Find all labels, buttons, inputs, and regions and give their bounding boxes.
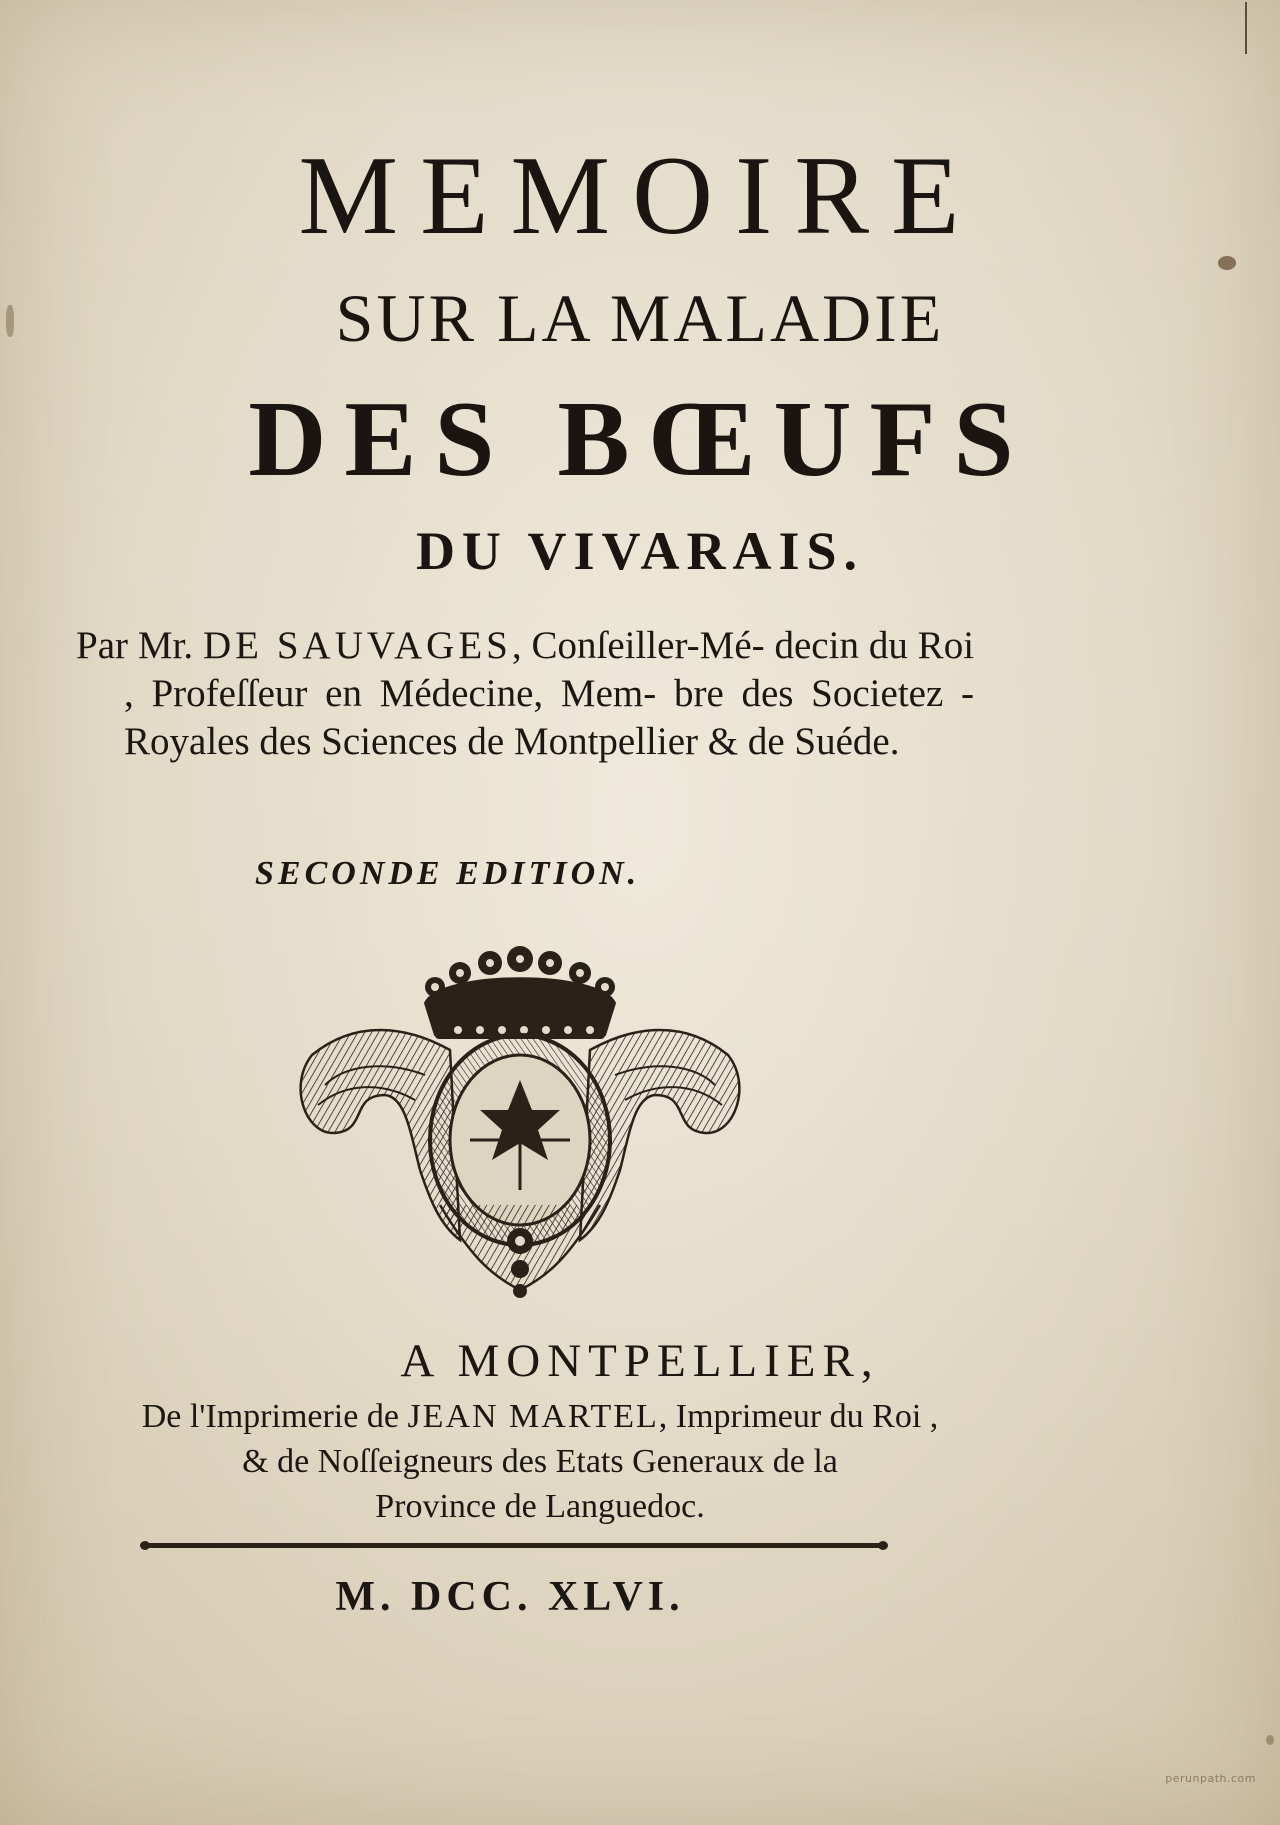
title-main: MEMOIRE — [298, 134, 982, 258]
paper-spot — [6, 305, 14, 337]
author-title-line-4: Montpellier & de Suéde. — [513, 720, 900, 763]
imprint-line-3: Province de Languedoc. — [375, 1488, 705, 1525]
paper-spot — [1266, 1735, 1274, 1745]
title-subtitle: SUR LA MALADIE — [335, 280, 945, 356]
author-title-line-3: bre des Societez - Royales des Sciences de — [124, 672, 974, 763]
author-prefix: Par Mr. — [76, 624, 194, 667]
publication-year: M. DCC. XLVI. — [335, 1574, 685, 1620]
imprint-place: A MONTPELLIER, — [400, 1335, 880, 1387]
title-block — [70, 134, 1210, 581]
imprint-text — [70, 1394, 1010, 1529]
paper-spot — [1218, 256, 1236, 270]
title-region: DU VIVARAIS. — [415, 521, 865, 581]
printer-name: JEAN MARTEL — [407, 1398, 659, 1435]
ornamental-rule — [144, 1543, 884, 1548]
imprint-line-2: & de Noſſeigneurs des Etats Generaux de la — [242, 1443, 838, 1480]
imprint-line-1-suffix: , Imprimeur du Roi , — [658, 1398, 939, 1435]
imprint-line-1-prefix: De l'Imprimerie de — [141, 1398, 399, 1435]
author-name: DE SAUVAGES — [203, 624, 512, 667]
author-title-line-2: decin du Roi , Profeſſeur en Médecine, Mem- — [124, 624, 975, 715]
margin-mark — [1245, 2, 1247, 54]
author-credit — [76, 622, 974, 766]
title-emphasis: DES BŒUFS — [248, 380, 1032, 499]
crowned-coat-of-arms-emblem-icon — [290, 945, 750, 1305]
imprint-line-1 — [70, 1394, 1010, 1439]
watermark: perunpath.com — [1165, 1772, 1256, 1785]
edition-label: SECONDE EDITION. — [255, 855, 641, 892]
author-title-line-1: , Conſeiller-Mé- — [511, 624, 765, 667]
